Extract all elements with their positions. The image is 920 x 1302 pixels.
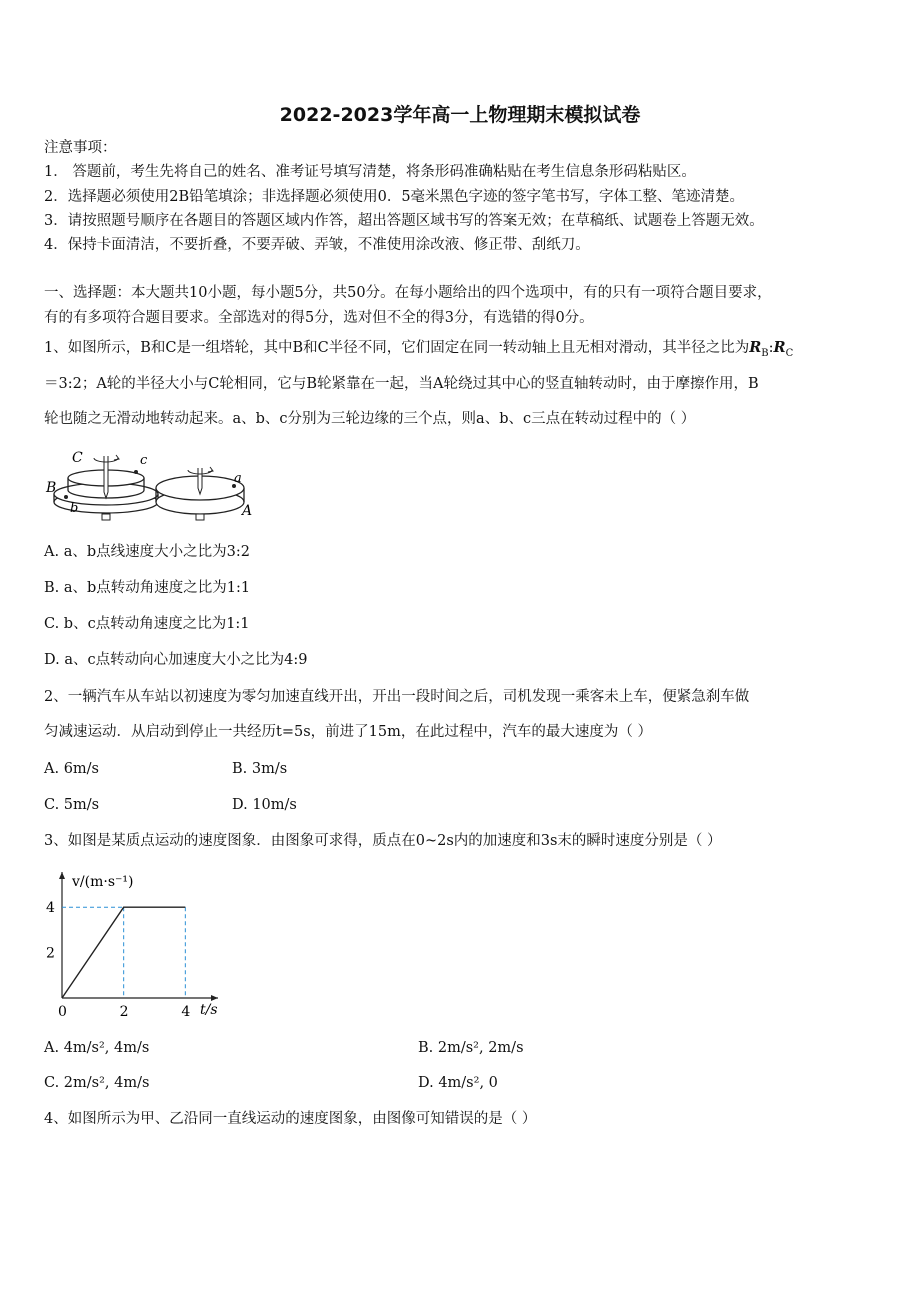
notice-heading: 注意事项： [44, 140, 117, 156]
notice-item-1: 1． 答题前，考生先将自己的姓名、准考证号填写清楚，将条形码准确粘贴在考生信息条形码粘贴区。 [44, 164, 696, 180]
q1-option-c[interactable]: C. b、c点转动角速度之比为1:1 [44, 616, 250, 632]
label-point-b: b [70, 501, 79, 516]
page-title: 2022-2023学年高一上物理期末模拟试卷 [279, 104, 641, 126]
q1-ratio-colon: : [768, 340, 774, 356]
chart-y-tick-2: 2 [46, 945, 55, 962]
q1-option-a[interactable]: A. a、b点线速度大小之比为3:2 [44, 544, 250, 560]
q1-ratio-symbol-c: R [773, 339, 786, 356]
q3-line-1: 3、如图是某质点运动的速度图象．由图象可求得，质点在0~2s内的加速度和3s末的瞬时速度分别是（ ） [44, 833, 722, 849]
label-point-c: c [140, 453, 148, 468]
label-wheel-c: C [72, 450, 83, 466]
q2-option-a[interactable]: A. 6m/s [44, 761, 99, 777]
q1-sub-c: C [785, 347, 794, 359]
chart-x-tick-0: 0 [58, 1004, 67, 1020]
notice-item-4: 4．保持卡面清洁，不要折叠，不要弄破、弄皱，不准使用涂改液、修正带、刮纸刀。 [44, 237, 590, 253]
q2-option-b[interactable]: B. 3m/s [232, 761, 288, 777]
q1-option-d[interactable]: D. a、c点转动向心加速度大小之比为4:9 [44, 652, 308, 668]
q4-line-1: 4、如图所示为甲、乙沿同一直线运动的速度图象，由图像可知错误的是（ ） [44, 1111, 537, 1127]
q1-ratio-symbol-b: R [749, 339, 762, 356]
chart-x-tick-2: 2 [119, 1004, 129, 1020]
label-wheel-b: B [46, 480, 57, 496]
q3-option-c[interactable]: C. 2m/s², 4m/s [44, 1075, 150, 1091]
q3-velocity-chart [40, 866, 230, 1024]
q2-option-c[interactable]: C. 5m/s [44, 797, 100, 813]
q1-sub-b: B [761, 347, 769, 359]
q2-line-1: 2、一辆汽车从车站以初速度为零匀加速直线开出，开出一段时间之后，司机发现一乘客未上车，便紧急刹车做 [44, 689, 750, 705]
q2-option-d[interactable]: D. 10m/s [232, 797, 297, 813]
label-point-a: a [234, 471, 242, 486]
chart-y-tick-4: 4 [46, 900, 55, 917]
q1-option-b[interactable]: B. a、b点转动角速度之比为1:1 [44, 580, 251, 596]
q1-line-2: ＝3:2；A轮的半径大小与C轮相同，它与B轮紧靠在一起，当A轮绕过其中心的竖直轴转动时，由于摩擦作用，B [44, 376, 759, 392]
q3-option-d[interactable]: D. 4m/s², 0 [418, 1075, 498, 1091]
notice-item-2: 2．选择题必须使用2B铅笔填涂；非选择题必须使用0．5毫米黑色字迹的签字笔书写，字体工整、笔迹清楚。 [44, 189, 745, 205]
q1-line-1 [44, 338, 793, 364]
q1-line-3: 轮也随之无滑动地转动起来。a、b、c分别为三轮边缘的三个点，则a、b、c三点在转动过程中的（ ） [44, 411, 696, 427]
section1-line-2: 有的有多项符合题目要求。全部选对的得5分，选对但不全的得3分，有选错的得0分。 [44, 310, 594, 326]
q2-line-2: 匀减速运动．从启动到停止一共经历t=5s，前进了15m，在此过程中，汽车的最大速度为（ ） [44, 724, 652, 740]
chart-x-arrow [211, 995, 218, 1001]
chart-x-axis-label: t/s [200, 1002, 218, 1018]
section1-line-1: 一、选择题：本大题共10小题，每小题5分，共50分。在每小题给出的四个选项中，有的只有一项符合题目要求， [44, 285, 772, 301]
chart-y-arrow [59, 872, 65, 879]
q3-option-a[interactable]: A. 4m/s², 4m/s [44, 1040, 150, 1056]
label-wheel-a: A [242, 503, 253, 519]
notice-item-3: 3．请按照题号顺序在各题目的答题区域内作答，超出答题区域书写的答案无效；在草稿纸、试题卷上答题无效。 [44, 213, 764, 229]
chart-y-axis-label: v/(m·s⁻¹) [72, 874, 134, 890]
q1-wheels-figure [44, 442, 264, 528]
q1-line-1-text: 1、如图所示，B和C是一组塔轮，其中B和C半径不同，它们固定在同一转动轴上且无相对滑动，其半径之比为 [44, 340, 750, 356]
chart-x-tick-4: 4 [181, 1004, 191, 1020]
q3-option-b[interactable]: B. 2m/s², 2m/s [418, 1040, 524, 1056]
